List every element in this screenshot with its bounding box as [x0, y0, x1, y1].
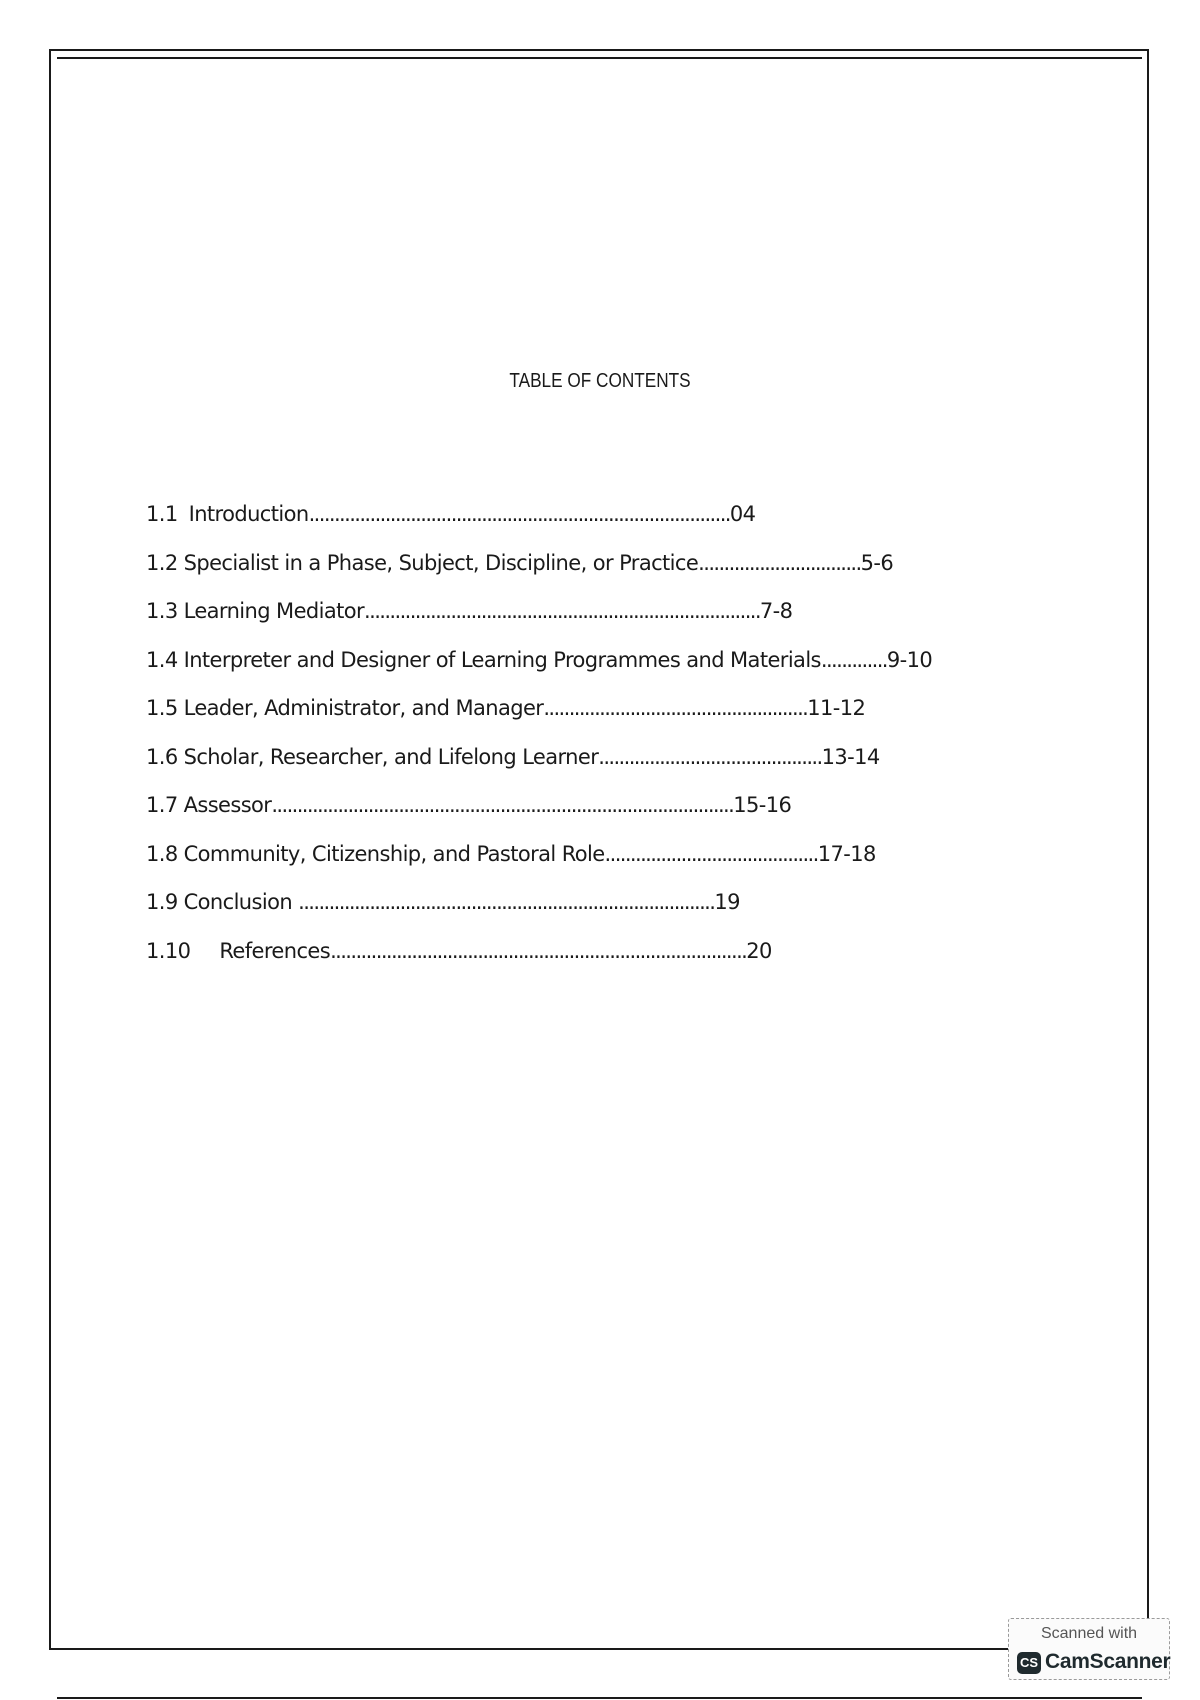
- toc-entry-leader: ..........................................: [604, 841, 818, 866]
- toc-entry-leader: ..................................................................................: [298, 890, 715, 914]
- toc-entry-leader: ....................................................: [543, 696, 808, 720]
- toc-entry-leader: ...........................................................................................: [271, 793, 734, 817]
- bottom-rule: [57, 1697, 1142, 1699]
- toc-entry-page: 5-6: [860, 550, 894, 575]
- toc-entry-page: 7-8: [759, 599, 793, 623]
- toc-entry-page: 15-16: [733, 793, 792, 817]
- toc-entry-page: 17-18: [817, 841, 876, 866]
- toc-entry-number: 1.10: [146, 938, 191, 963]
- toc-entry-leader: ..................................................................................: [330, 938, 747, 963]
- toc-entry-number: 1.3: [146, 599, 178, 623]
- toc-entry-1-7: [146, 789, 932, 838]
- camscanner-watermark: [1008, 1618, 1170, 1680]
- toc-entry-page: 13-14: [821, 744, 880, 769]
- toc-entry-page: 19: [714, 890, 740, 914]
- toc-entry-number: 1.9: [146, 890, 178, 914]
- toc-entry-leader: ................................: [698, 550, 861, 575]
- toc-entry-label: Community, Citizenship, and Pastoral Role: [183, 841, 605, 866]
- toc-entry-1-5: [146, 692, 932, 741]
- toc-entry-label: References: [219, 938, 331, 963]
- toc-entry-page: 11-12: [807, 696, 866, 720]
- toc-entry-leader: ............................................: [598, 744, 822, 769]
- toc-entry-label: Assessor: [183, 793, 272, 817]
- toc-entry-1-4: [146, 644, 932, 693]
- toc-entry-label: Leader, Administrator, and Manager: [183, 696, 544, 720]
- toc-entry-1-10: [146, 935, 932, 984]
- toc-title: TABLE OF CONTENTS: [509, 370, 691, 392]
- camscanner-logo-icon: CS: [1017, 1652, 1041, 1674]
- toc-entry-page: 20: [746, 938, 772, 963]
- toc-entry-leader: ..............................................................................: [364, 599, 760, 623]
- toc-entry-1-9: [146, 886, 932, 935]
- toc-entry-number: 1.6: [146, 744, 178, 769]
- toc-entry-label: Specialist in a Phase, Subject, Discipline, or Practice: [183, 550, 699, 575]
- toc-entry-page: 9-10: [886, 647, 933, 672]
- toc-entry-label: Learning Mediator: [183, 599, 365, 623]
- toc-entry-number: 1.4: [146, 647, 178, 672]
- toc-entry-page: 04: [729, 502, 756, 526]
- toc-entry-number: 1.5: [146, 696, 178, 720]
- toc-entry-1-6: [146, 741, 932, 790]
- toc-entry-1-3: [146, 595, 932, 644]
- toc-entry-1-2: [146, 547, 932, 596]
- toc-entry-leader: .............: [820, 647, 887, 672]
- toc-list: [146, 498, 932, 983]
- toc-entry-1-1: [146, 498, 932, 547]
- toc-entry-number: 1.1: [146, 502, 178, 526]
- watermark-caption: Scanned with: [1040, 1625, 1138, 1642]
- page-border-inner-line: [57, 57, 1142, 59]
- watermark-brand: CamScanner: [1045, 1650, 1171, 1673]
- toc-entry-number: 1.8: [146, 841, 178, 866]
- toc-entry-1-8: [146, 838, 932, 887]
- toc-entry-number: 1.2: [146, 550, 178, 575]
- toc-entry-number: 1.7: [146, 793, 178, 817]
- toc-entry-label: Scholar, Researcher, and Lifelong Learner: [183, 744, 599, 769]
- toc-entry-label: Interpreter and Designer of Learning Programmes and Materials: [183, 647, 821, 672]
- toc-entry-label: Introduction: [188, 502, 309, 526]
- toc-entry-label: Conclusion: [183, 890, 299, 914]
- toc-entry-leader: ...................................................................................: [308, 502, 730, 526]
